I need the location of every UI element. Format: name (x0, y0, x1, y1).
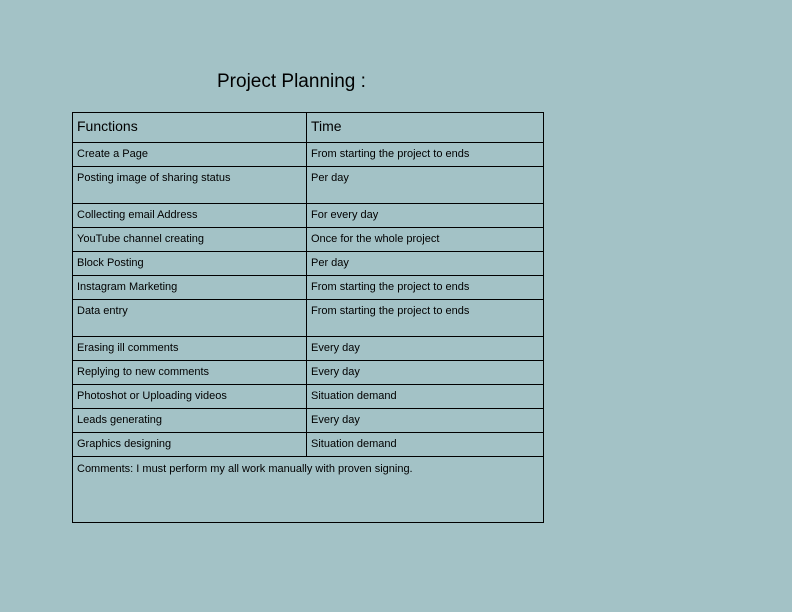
time-cell: Situation demand (307, 385, 544, 409)
function-cell: YouTube channel creating (73, 228, 307, 252)
table-row (73, 385, 544, 409)
function-cell: Create a Page (73, 143, 307, 167)
time-cell: From starting the project to ends (307, 143, 544, 167)
function-cell: Data entry (73, 300, 307, 337)
time-cell: Once for the whole project (307, 228, 544, 252)
function-cell: Collecting email Address (73, 204, 307, 228)
time-cell: From starting the project to ends (307, 300, 544, 337)
function-cell: Photoshot or Uploading videos (73, 385, 307, 409)
time-cell: Every day (307, 337, 544, 361)
function-cell: Graphics designing (73, 433, 307, 457)
function-cell: Erasing ill comments (73, 337, 307, 361)
column-header-time: Time (307, 113, 544, 143)
table-header-row (73, 113, 544, 143)
time-cell: Every day (307, 409, 544, 433)
table-row (73, 276, 544, 300)
table-row (73, 228, 544, 252)
time-cell: From starting the project to ends (307, 276, 544, 300)
time-cell: Per day (307, 167, 544, 204)
page-title: Project Planning : (217, 71, 366, 92)
comments-cell: Comments: I must perform my all work manually with proven signing. (73, 457, 544, 523)
time-cell: For every day (307, 204, 544, 228)
table-row (73, 252, 544, 276)
function-cell: Block Posting (73, 252, 307, 276)
table-row (73, 337, 544, 361)
function-cell: Posting image of sharing status (73, 167, 307, 204)
function-cell: Replying to new comments (73, 361, 307, 385)
table-row (73, 300, 544, 337)
time-cell: Every day (307, 361, 544, 385)
table-row (73, 167, 544, 204)
project-planning-table (72, 112, 544, 523)
time-cell: Situation demand (307, 433, 544, 457)
column-header-functions: Functions (73, 113, 307, 143)
function-cell: Instagram Marketing (73, 276, 307, 300)
comments-row (73, 457, 544, 523)
function-cell: Leads generating (73, 409, 307, 433)
table-row (73, 433, 544, 457)
table-row (73, 361, 544, 385)
table-row (73, 409, 544, 433)
time-cell: Per day (307, 252, 544, 276)
table-row (73, 204, 544, 228)
table-row (73, 143, 544, 167)
